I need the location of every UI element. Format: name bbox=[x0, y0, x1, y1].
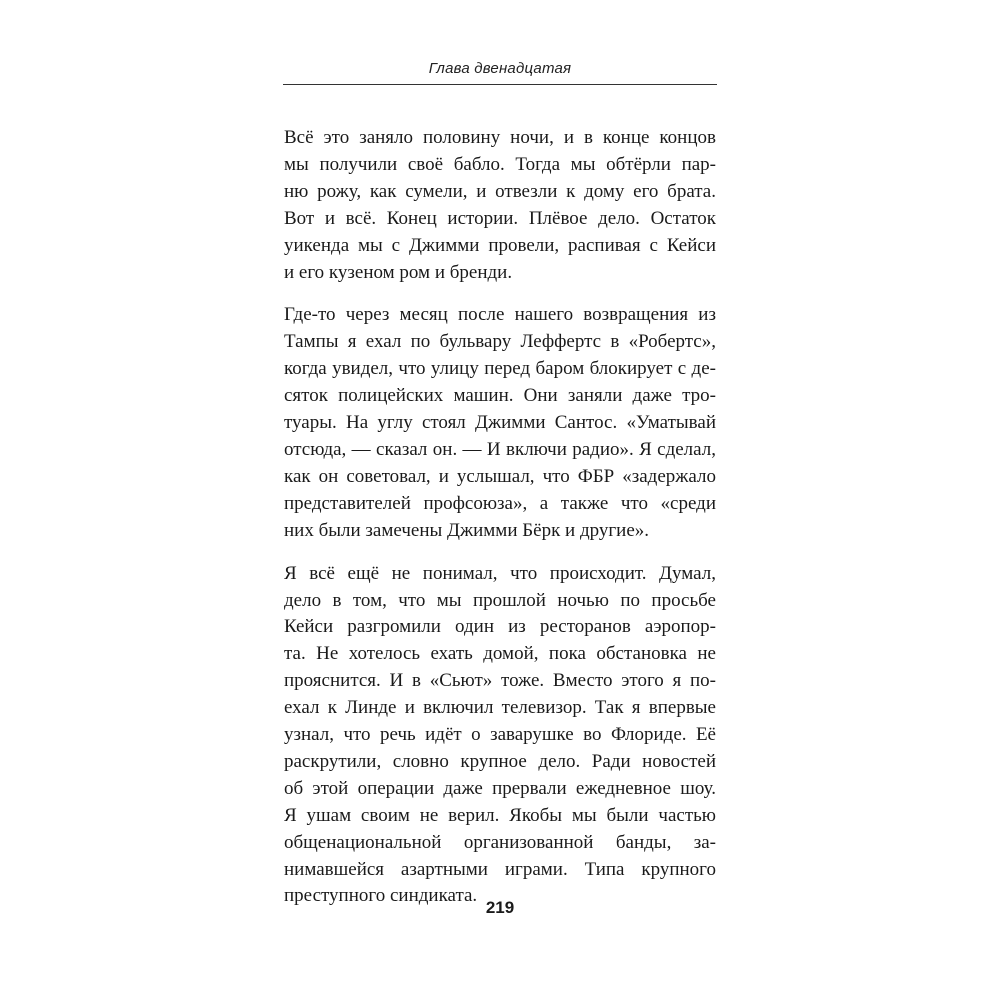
page-number: 219 bbox=[485, 898, 515, 917]
body-text bbox=[284, 125, 716, 926]
paragraph-2 bbox=[284, 302, 716, 544]
text-line: и его кузеном ром и бренди. bbox=[284, 261, 513, 283]
text-line: преступного синдиката. bbox=[284, 885, 478, 907]
text-line: та. Не хотелось ехать домой, пока обстановка не bbox=[284, 643, 716, 665]
text-line: ехал к Линде и включил телевизор. Так я впервые bbox=[284, 697, 716, 719]
text-line: об этой операции даже прервали ежедневное шоу. bbox=[284, 777, 716, 799]
text-line: дело в том, что мы прошлой ночью по просьбе bbox=[284, 589, 716, 611]
text-line: мы получили своё бабло. Тогда мы обтёрли пар- bbox=[284, 153, 716, 175]
text-line: раскрутили, словно крупное дело. Ради новостей bbox=[284, 750, 716, 772]
text-line: Кейси разгромили один из ресторанов аэропор- bbox=[284, 616, 716, 638]
text-line: уикенда мы с Джимми провели, распивая с Кейси bbox=[284, 234, 716, 256]
text-line: Я ушам своим не верил. Якобы мы были частью bbox=[284, 804, 716, 826]
text-line: Всё это заняло половину ночи, и в конце концов bbox=[284, 127, 716, 148]
text-line: ню рожу, как сумели, и отвезли к дому его брата. bbox=[284, 180, 716, 202]
text-line: Тампы я ехал по бульвару Леффертс в «Робертс», bbox=[284, 331, 716, 353]
header-rule bbox=[283, 84, 717, 85]
text-line: Где-то через месяц после нашего возвращения из bbox=[284, 304, 716, 326]
text-line: Я всё ещё не понимал, что происходит. Думал, bbox=[284, 562, 716, 584]
text-line: отсюда, — сказал он. — И включи радио». Я сделал, bbox=[284, 438, 716, 460]
text-line: прояснится. И в «Сьют» тоже. Вместо этого я по- bbox=[284, 670, 716, 692]
text-line: как он советовал, и услышал, что ФБР «задержало bbox=[284, 465, 716, 487]
text-line: них были замечены Джимми Бёрк и другие». bbox=[284, 519, 650, 541]
running-head: Глава двенадцатая bbox=[428, 60, 572, 77]
text-line: узнал, что речь идёт о заварушке во Флориде. Её bbox=[284, 724, 716, 746]
text-line: общенациональной организованной банды, за- bbox=[284, 831, 716, 853]
paragraph-3 bbox=[284, 561, 716, 911]
text-line: туары. На углу стоял Джимми Сантос. «Уматывай bbox=[284, 412, 716, 434]
text-line: нимавшейся азартными играми. Типа крупного bbox=[284, 858, 716, 880]
text-line: Вот и всё. Конец истории. Плёвое дело. Остаток bbox=[284, 207, 716, 229]
text-line: сяток полицейских машин. Они заняли даже тро- bbox=[284, 385, 716, 407]
paragraph-1 bbox=[284, 125, 716, 286]
text-line: когда увидел, что улицу перед баром блокирует с де- bbox=[284, 358, 716, 380]
text-line: представителей профсоюза», а также что «среди bbox=[284, 492, 716, 514]
